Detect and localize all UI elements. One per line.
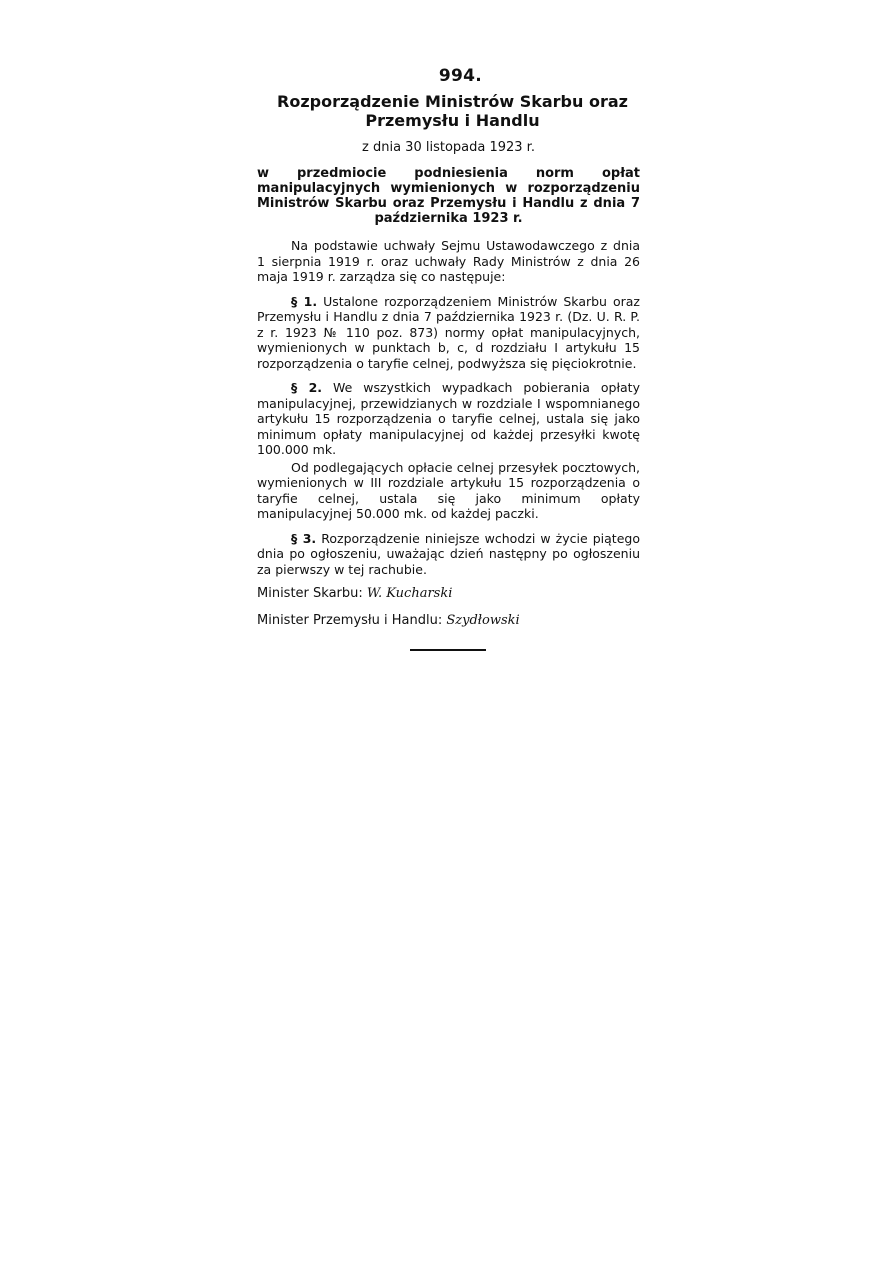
- signature-role: Minister Przemysłu i Handlu:: [257, 613, 443, 628]
- document-subject: w przedmiocie podniesienia norm opłat manipulacyjnych wymienionych w rozporządzeniu Ministrów Skarbu oraz Przemysłu i Handlu z dnia 7 października 1923 r.: [257, 166, 640, 226]
- section-3: [257, 531, 640, 578]
- document-date: z dnia 30 listopada 1923 r.: [362, 140, 535, 155]
- section-mark: § 1.: [291, 293, 318, 309]
- section-2-paragraph-2: Od podlegających opłacie celnej przesyłek pocztowych, wymienionych w III rozdziale artykułu 15 rozporządzenia o taryfie celnej, ustala się jako minimum opłaty manipulacyjnej 50.000 mk. od każdej paczki.: [257, 459, 640, 521]
- section-mark: § 3.: [291, 530, 317, 546]
- preamble: Na podstawie uchwały Sejmu Ustawodawczego z dnia 1 sierpnia 1919 r. oraz uchwały Rady Ministrów z dnia 26 maja 1919 r. zarządza się co następuje:: [257, 238, 640, 284]
- section-mark: § 2.: [291, 380, 323, 395]
- section-2: [257, 380, 640, 458]
- signature-industry-minister: [257, 613, 640, 629]
- signature-name: W. Kucharski: [366, 586, 453, 601]
- section-1: [257, 294, 640, 372]
- document-number: 994.: [438, 66, 483, 86]
- section-text: We wszystkich wypadkach pobierania opłaty manipulacyjnej, przewidzianych w rozdziale I wspomnianego artykułu 15 rozporządzenia o taryfie celnej, ustala się jako minimum opłaty manipulacyjnej od każdej przesyłki kwotę 100.000 mk.: [257, 380, 640, 457]
- title-line-2: Przemysłu i Handlu: [365, 111, 540, 130]
- document-title: [265, 92, 640, 130]
- closing-rule: [410, 649, 486, 651]
- section-text: Rozporządzenie niniejsze wchodzi w życie piątego dnia po ogłoszeniu, uważając dzień następny po ogłoszeniu za pierwszy w tej rachubie.: [257, 530, 640, 577]
- signature-finance-minister: [257, 586, 640, 602]
- signature-name: Szydłowski: [446, 613, 520, 628]
- section-text: Ustalone rozporządzeniem Ministrów Skarbu oraz Przemysłu i Handlu z dnia 7 października 1923 r. (Dz. U. R. P. z r. 1923 № 110 poz. 873) normy opłat manipulacyjnych, wymienionych w punktach b, c, d rozdziału I artykułu 15 rozporządzenia o taryfie celnej, podwyższa się pięciokrotnie.: [257, 293, 640, 371]
- signature-role: Minister Skarbu:: [257, 586, 363, 601]
- title-line-1: Rozporządzenie Ministrów Skarbu oraz: [277, 92, 628, 111]
- document-page: [257, 66, 640, 651]
